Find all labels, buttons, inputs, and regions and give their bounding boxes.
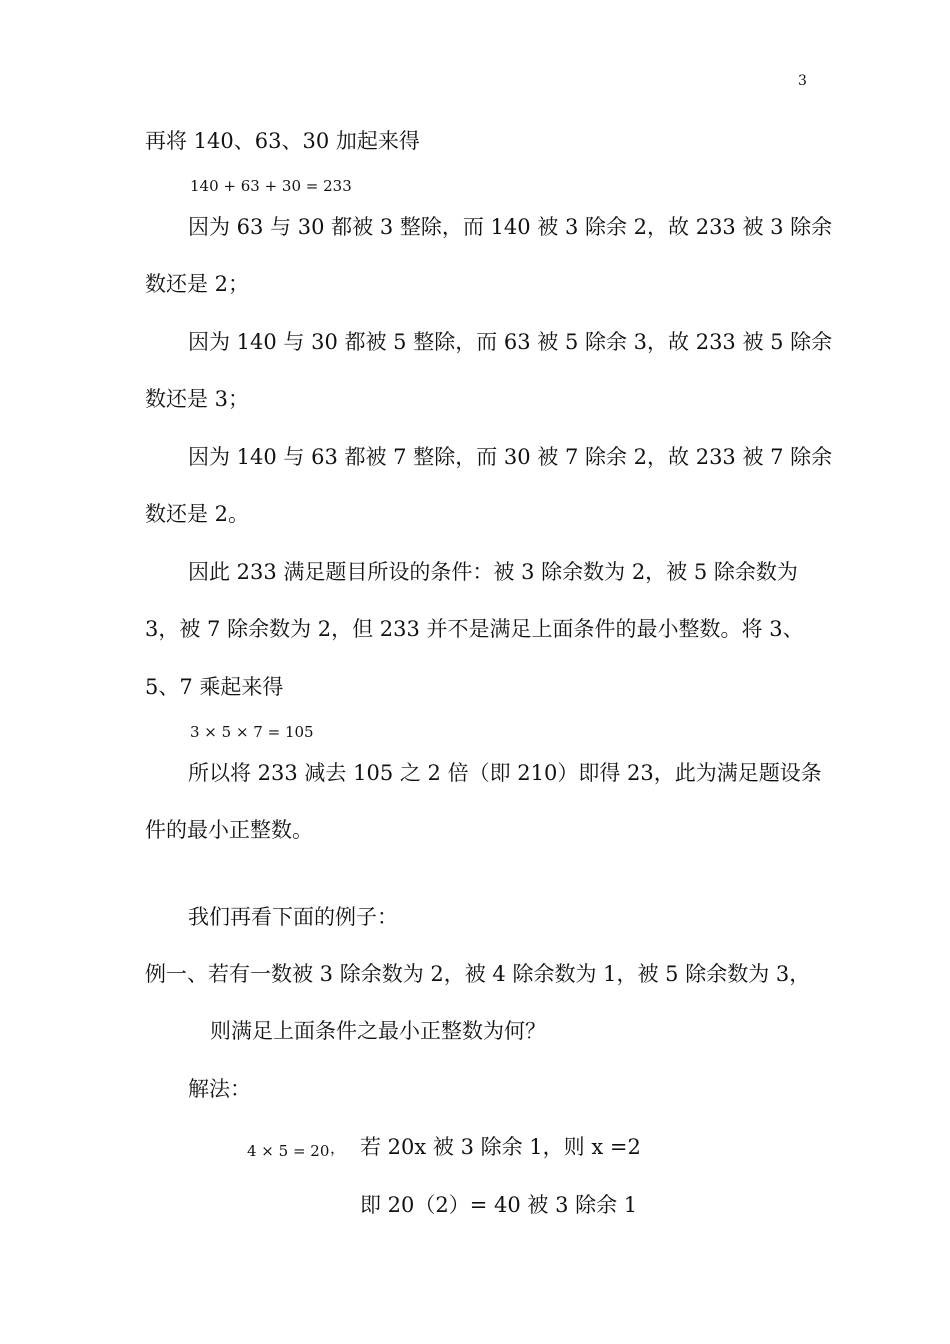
- text-line: 即 20（2）= 40 被 3 除余 1: [360, 1193, 638, 1217]
- text-line: 若 20x 被 3 除余 1，则 x =2: [360, 1135, 641, 1159]
- text-line: 因为 140 与 63 都被 7 整除，而 30 被 7 除余 2，故 233 被 7 除余: [188, 445, 833, 469]
- equation: 4 × 5 = 20: [247, 1142, 330, 1160]
- comma: ，: [330, 1139, 346, 1157]
- text-line: 件的最小正整数。: [145, 818, 313, 842]
- page-number: 3: [798, 73, 807, 89]
- solution-label: 解法：: [188, 1077, 251, 1101]
- text-line: 因此 233 满足题目所设的条件：被 3 除余数为 2，被 5 除余数为: [188, 560, 798, 584]
- text-line: 数还是 3；: [145, 387, 250, 411]
- text-line: 所以将 233 减去 105 之 2 倍（即 210）即得 23，此为满足题设条: [188, 761, 822, 785]
- text-line: 因为 63 与 30 都被 3 整除，而 140 被 3 除余 2，故 233 被 3 除余: [188, 215, 833, 239]
- text-line: 3，被 7 除余数为 2，但 233 并不是满足上面条件的最小整数。将 3、: [145, 617, 804, 641]
- text-line: 数还是 2。: [145, 502, 250, 526]
- text-line: 再将 140、63、30 加起来得: [145, 129, 420, 153]
- equation: 140 + 63 + 30 = 233: [190, 177, 352, 195]
- text-line: 因为 140 与 30 都被 5 整除，而 63 被 5 除余 3，故 233 被 5 除余: [188, 330, 833, 354]
- text-line: 我们再看下面的例子：: [188, 905, 398, 929]
- example-heading: 例一、若有一数被 3 除余数为 2，被 4 除余数为 1，被 5 除余数为 3，: [145, 962, 811, 986]
- equation: 3 × 5 × 7 = 105: [190, 723, 314, 741]
- text-line: 5、7 乘起来得: [145, 675, 284, 699]
- text-line: 数还是 2；: [145, 272, 250, 296]
- text-line: 则满足上面条件之最小正整数为何？: [210, 1019, 546, 1043]
